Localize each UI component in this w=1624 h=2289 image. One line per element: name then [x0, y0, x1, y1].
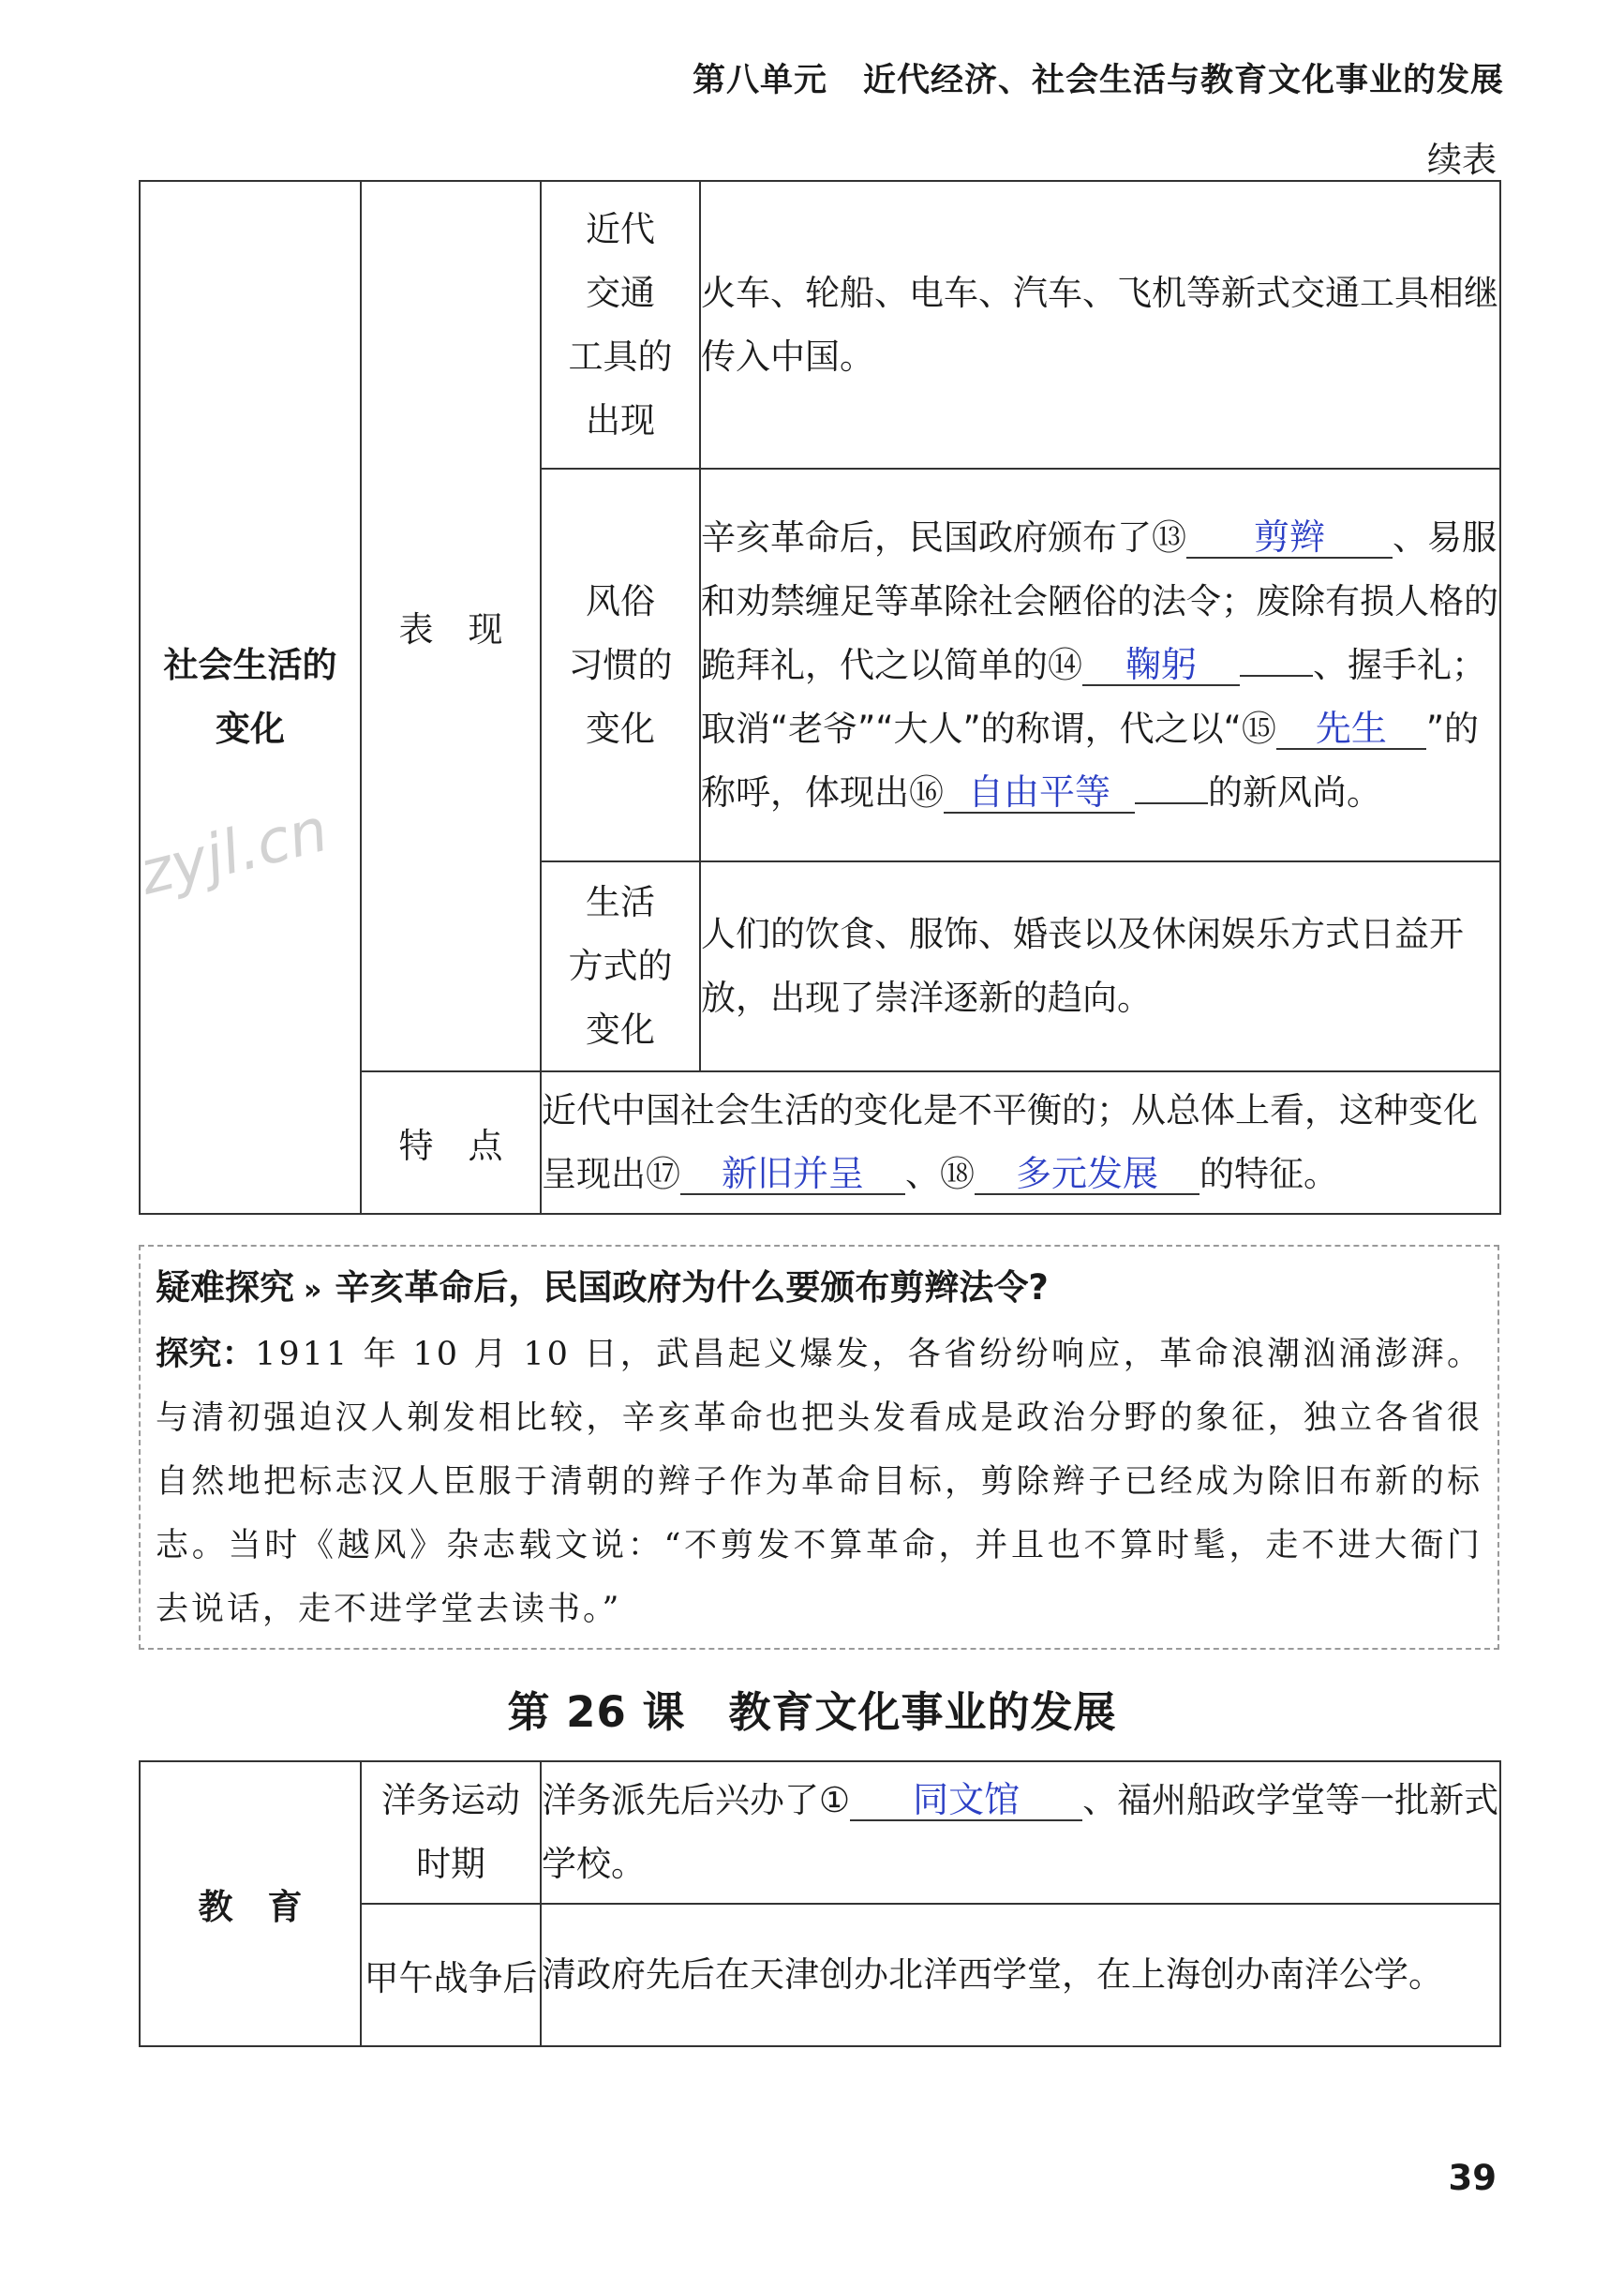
answer-15-blank[interactable]: 先生: [1276, 709, 1426, 750]
answer-16-blank[interactable]: 自由平等: [944, 772, 1135, 814]
probe-answer-label: 探究：: [156, 1336, 256, 1373]
sub-line: 变化: [586, 1010, 655, 1050]
lesson-number: 第 26 课: [507, 1687, 686, 1737]
running-header: [693, 54, 1504, 101]
feature-text-3: 的特征。: [1199, 1154, 1338, 1194]
category-cell: [140, 181, 361, 1214]
westernization-text-2: 、福州船政学堂等一批新式学校。: [542, 1780, 1499, 1884]
answer-1-blank[interactable]: 同文馆: [850, 1780, 1082, 1821]
sub-line: 生活: [586, 882, 655, 922]
education-category: 教 育: [198, 1887, 303, 1927]
probe-answer-text: 1911 年 10 月 10 日，武昌起义爆发，各省纷纷响应，革命浪潮汹涌澎湃。与清初强迫汉人剃发相比较，辛亥革命也把头发看成是政治分野的象征，独立各省很自然地把标志汉人臣服于清朝的辫子作为革命目标，剪除辫子已经成为除旧布新的标志。当时《越风》杂志载文说：“不剪发不算革命，并且也不算时髦，走不进大衙门去说话，走不进学堂去读书。”: [156, 1336, 1482, 1628]
watermark: zyjl.cn: [133, 795, 335, 909]
period-westernization: [361, 1761, 541, 1904]
post-war-content: [541, 1904, 1500, 2046]
customs-content: [700, 469, 1500, 861]
lesson-heading: [0, 1678, 1624, 1739]
sub-line: 交通: [586, 272, 655, 313]
sub-line: 风俗: [586, 580, 655, 621]
answer-13-blank[interactable]: 剪辫: [1186, 517, 1393, 559]
social-life-table: [139, 180, 1501, 1215]
period-line: 时期: [416, 1844, 485, 1884]
education-table: [139, 1760, 1501, 2047]
transport-text: 火车、轮船、电车、汽车、飞机等新式交通工具相继传入中国。: [701, 272, 1498, 377]
sub-heading-lifestyle: [541, 861, 700, 1071]
answer-18-blank[interactable]: 多元发展: [975, 1154, 1199, 1195]
category-line-1: 社会生活的: [163, 645, 337, 685]
feature-text-1: 近代中国社会生活的变化是不平衡的；从总体上看，这种变化呈现出⑰: [542, 1090, 1478, 1194]
customs-text-1: 辛亥革命后，民国政府颁布了⑬: [701, 516, 1186, 558]
probe-label: 疑难探究: [156, 1267, 294, 1308]
sub-line: 习惯的: [568, 644, 673, 685]
westernization-content: [541, 1761, 1500, 1904]
lesson-title: 教育文化事业的发展: [728, 1687, 1117, 1737]
period-line: 洋务运动: [381, 1780, 520, 1820]
tezhi-cell: [361, 1071, 541, 1214]
sub-line: 变化: [586, 708, 655, 749]
tezhi-label: 特 点: [398, 1126, 503, 1166]
sub-heading-transport: [541, 181, 700, 469]
answer-14-blank-cont[interactable]: [1240, 675, 1313, 677]
period-line: 甲午战争后: [364, 1958, 538, 1998]
sub-heading-customs: [541, 469, 700, 861]
biaoxian-cell: [361, 181, 541, 1071]
sub-line: 方式的: [568, 946, 673, 986]
lifestyle-text: 人们的饮食、服饰、婚丧以及休闲娱乐方式日益开放，出现了崇洋逐新的趋向。: [701, 914, 1464, 1018]
education-category-cell: [140, 1761, 361, 2046]
probe-title: [156, 1256, 1482, 1323]
difficulty-probe-box: [139, 1245, 1499, 1650]
lifestyle-content: [700, 861, 1500, 1071]
sub-line: 近代: [586, 208, 655, 249]
answer-16-blank-cont[interactable]: [1135, 802, 1208, 804]
biaoxian-label: 表 现: [398, 609, 503, 650]
answer-17-blank[interactable]: 新旧并呈: [680, 1154, 905, 1195]
continued-label: 续表: [1427, 140, 1497, 180]
page-number: 39: [1448, 2158, 1497, 2198]
feature-text-2: 、⑱: [905, 1154, 975, 1194]
customs-text-4: ”的称呼，体现出⑯: [701, 708, 1480, 813]
unit-title: 近代经济、社会生活与教育文化事业的发展: [862, 62, 1504, 99]
westernization-text-1: 洋务派先后兴办了①: [542, 1780, 851, 1820]
category-line-2: 变化: [216, 709, 285, 749]
customs-text-2: 、易服和劝禁缠足等革除社会陋俗的法令；废除有损人格的跪拜礼，代之以简单的⑭: [701, 516, 1498, 685]
sub-line: 出现: [586, 399, 655, 441]
transport-content: [700, 181, 1500, 469]
period-post-war: [361, 1904, 541, 2046]
probe-question: 辛亥革命后，民国政府为什么要颁布剪辫法令?: [335, 1267, 1049, 1308]
customs-text-3: 、握手礼；取消“老爷”“大人”的称谓，代之以“⑮: [701, 644, 1486, 749]
double-arrow-icon: »: [304, 1274, 322, 1307]
probe-answer: [156, 1323, 1482, 1641]
post-war-text: 清政府先后在天津创办北洋西学堂，在上海创办南洋公学。: [542, 1954, 1443, 1995]
answer-14-blank[interactable]: 鞠躬: [1082, 645, 1240, 686]
feature-content: [541, 1071, 1500, 1214]
sub-line: 工具的: [568, 336, 673, 377]
unit-label: 第八单元: [692, 62, 827, 99]
customs-text-5: 的新风尚。: [1208, 771, 1381, 813]
